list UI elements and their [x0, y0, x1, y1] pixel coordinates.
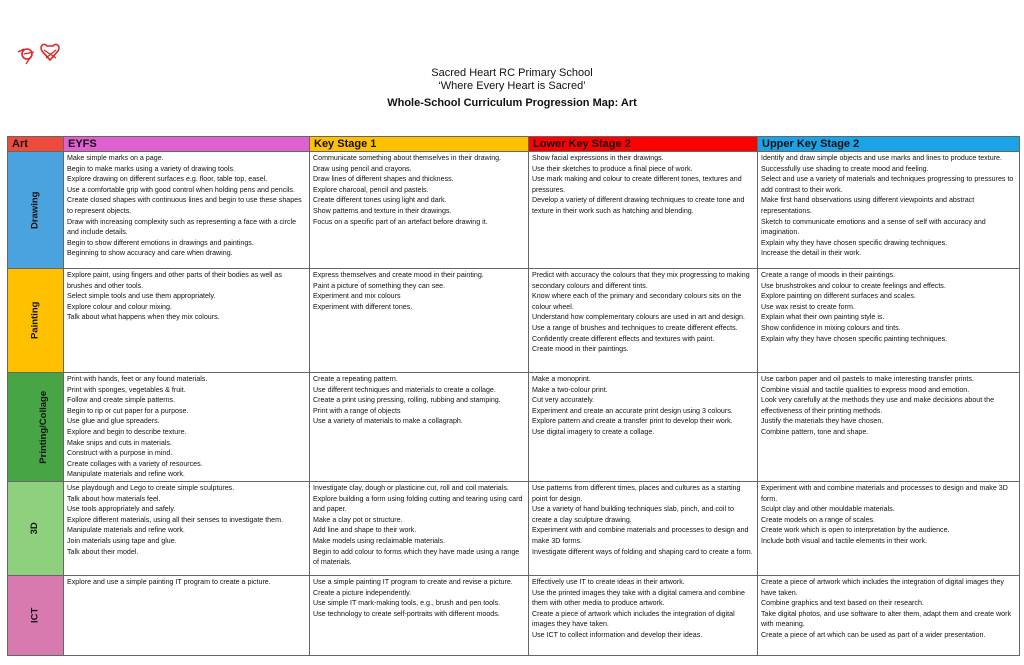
- objective-line: Explore colour and colour mixing.: [67, 302, 172, 311]
- objective-line: Make a two-colour print.: [532, 385, 608, 394]
- progression-table: [7, 136, 1020, 656]
- col-header-art: Art: [8, 137, 64, 152]
- objective-line: Show confidence in mixing colours and tints.: [761, 323, 901, 332]
- objective-line: Combine visual and tactile qualities to express mood and emotion.: [761, 385, 970, 394]
- objective-line: Investigate clay, dough or plasticine cut, roll and coil materials.: [313, 483, 509, 492]
- objective-line: Construct with a purpose in mind.: [67, 449, 173, 458]
- cell-uks2: [758, 481, 1020, 575]
- objective-line: Create a print using pressing, rolling, rubbing and stamping.: [313, 396, 501, 405]
- objective-line: Follow and create simple patterns.: [67, 396, 176, 405]
- objective-line: Explore charcoal, pencil and pastels.: [313, 185, 429, 194]
- objective-line: Use wax resist to create form.: [761, 302, 855, 311]
- objective-line: Use patterns from different times, places and cultures as a starting point for design.: [532, 483, 741, 503]
- objective-line: Explain why they have chosen specific drawing techniques.: [761, 238, 948, 247]
- school-motto: ‘Where Every Heart is Sacred’: [438, 80, 586, 92]
- objective-line: Draw using pencil and crayons.: [313, 164, 412, 173]
- objective-line: Talk about their model.: [67, 547, 139, 556]
- objective-line: Select simple tools and use them appropriately.: [67, 292, 216, 301]
- objective-line: Make snips and cuts in materials.: [67, 438, 172, 447]
- objective-line: Make a monoprint.: [532, 375, 591, 383]
- cell-ks1: [310, 269, 529, 373]
- objective-line: Create a range of moods in their paintings.: [761, 271, 896, 279]
- table-row: [8, 481, 1020, 575]
- objective-line: Use a range of brushes and techniques to create different effects.: [532, 323, 738, 332]
- cell-ks1: [310, 481, 529, 575]
- objective-line: Use glue and glue spreaders.: [67, 417, 160, 426]
- objective-line: Experiment with and combine materials and processes to design and make 3D forms.: [532, 526, 749, 545]
- row-header-ict: [8, 575, 64, 655]
- objective-line: Combine pattern, tone and shape.: [761, 427, 869, 436]
- objective-line: Begin to show different emotions in drawings and paintings.: [67, 238, 254, 247]
- objective-line: Effectively use IT to create ideas in their artwork.: [532, 577, 685, 586]
- objective-line: Talk about what happens when they mix colours.: [67, 313, 220, 322]
- objective-line: Successfully use shading to create mood and feeling.: [761, 164, 929, 173]
- objective-line: Explore different materials, using all their senses to investigate them.: [67, 515, 283, 524]
- objective-line: Use technology to create self-portraits with different moods.: [313, 609, 500, 618]
- objective-line: Explain why they have chosen specific painting techniques.: [761, 334, 948, 343]
- objective-line: Use their sketches to produce a final piece of work.: [532, 164, 693, 173]
- table-row: [8, 269, 1020, 373]
- objective-line: Create collages with a variety of resources.: [67, 459, 203, 468]
- objective-line: Make first hand observations using different viewpoints and abstract representations.: [761, 196, 975, 215]
- objective-line: Use mark making and colour to create different tones, textures and pressures.: [532, 175, 742, 194]
- objective-line: Draw lines of different shapes and thickness.: [313, 175, 454, 184]
- objective-line: Confidently create different effects and textures with paint.: [532, 334, 715, 343]
- objective-line: Use different techniques and materials to create a collage.: [313, 385, 496, 394]
- objective-line: Explore and begin to describe texture.: [67, 427, 187, 436]
- cell-uks2: [758, 575, 1020, 655]
- objective-line: Look very carefully at the methods they use and make decisions about the effectiveness of their printing methods.: [761, 396, 995, 415]
- objective-line: Take digital photos, and use software to alter them, adapt them and create work with meaning.: [761, 609, 1011, 629]
- objective-line: Make simple marks on a page.: [67, 154, 164, 162]
- row-label: 3D: [29, 522, 41, 535]
- objective-line: Explore painting on different surfaces and scales.: [761, 292, 916, 301]
- cell-eyfs: [64, 481, 310, 575]
- objective-line: Paint a picture of something they can see.: [313, 281, 446, 290]
- objective-line: Develop a variety of different drawing techniques to create tone and texture in their work such as hatching and blending.: [532, 196, 745, 215]
- objective-line: Use simple IT mark-making tools, e.g., brush and pen tools.: [313, 599, 501, 608]
- objective-line: Make a clay pot or structure.: [313, 515, 403, 524]
- objective-line: Experiment with and combine materials and processes to design and make 3D form.: [761, 483, 1008, 503]
- cell-lks2: [529, 481, 758, 575]
- objective-line: Make models using reclaimable materials.: [313, 536, 446, 545]
- objective-line: Print with a range of objects: [313, 406, 401, 415]
- objective-line: Use tools appropriately and safely.: [67, 505, 176, 514]
- objective-line: Use a variety of materials to make a collagraph.: [313, 417, 463, 426]
- objective-line: Experiment and create an accurate print design using 3 colours.: [532, 406, 733, 415]
- objective-line: Use playdough and Lego to create simple sculptures.: [67, 483, 235, 492]
- objective-line: Use brushstrokes and colour to create feelings and effects.: [761, 281, 946, 290]
- objective-line: Begin to add colour to forms which they have made using a range of materials.: [313, 547, 520, 567]
- objective-line: Show facial expressions in their drawings.: [532, 154, 664, 162]
- objective-line: Create work which is open to interpretation by the audience.: [761, 526, 950, 535]
- objective-line: Add line and shape to their work.: [313, 526, 417, 535]
- col-header-lks2: Lower Key Stage 2: [529, 137, 758, 152]
- table-row: [8, 575, 1020, 655]
- cell-uks2: [758, 152, 1020, 269]
- cell-lks2: [529, 152, 758, 269]
- cell-ks1: [310, 152, 529, 269]
- row-header-drawing: [8, 152, 64, 269]
- objective-line: Combine graphics and text based on their research.: [761, 599, 924, 608]
- objective-line: Draw with increasing complexity such as representing a face with a circle and include details.: [67, 217, 297, 237]
- objective-line: Express themselves and create mood in their painting.: [313, 271, 484, 279]
- table-row: [8, 373, 1020, 482]
- cell-ks1: [310, 575, 529, 655]
- col-header-eyfs: EYFS: [64, 137, 310, 152]
- objective-line: Use a comfortable grip with good control when holding pens and pencils.: [67, 185, 295, 194]
- objective-line: Begin to rip or cut paper for a purpose.: [67, 406, 189, 415]
- objective-line: Use ICT to collect information and develop their ideas.: [532, 630, 703, 639]
- col-header-uks2: Upper Key Stage 2: [758, 137, 1020, 152]
- row-header-3d: [8, 481, 64, 575]
- objective-line: Begin to make marks using a variety of drawing tools.: [67, 164, 235, 173]
- objective-line: Show patterns and texture in their drawings.: [313, 206, 452, 215]
- cell-lks2: [529, 269, 758, 373]
- objective-line: Focus on a specific part of an artefact before drawing it.: [313, 217, 488, 226]
- objective-line: Create models on a range of scales.: [761, 515, 875, 524]
- objective-line: Investigate different ways of folding and shaping card to create a form.: [532, 547, 753, 556]
- school-name: Sacred Heart RC Primary School: [431, 67, 593, 79]
- cell-lks2: [529, 373, 758, 482]
- table-row: [8, 152, 1020, 269]
- objective-line: Include both visual and tactile elements in their work.: [761, 536, 928, 545]
- objective-line: Create mood in their paintings.: [532, 345, 629, 354]
- objective-line: Create a piece of artwork which includes the integration of digital images they have taken.: [532, 609, 735, 629]
- objective-line: Know where each of the primary and secondary colours sits on the colour wheel.: [532, 292, 742, 311]
- objective-line: Sculpt clay and other mouldable materials.: [761, 505, 895, 514]
- objective-line: Experiment and mix colours: [313, 292, 401, 301]
- objective-line: Understand how complementary colours are used in art and design.: [532, 313, 745, 322]
- cell-lks2: [529, 575, 758, 655]
- school-logo-icon: [14, 40, 74, 68]
- objective-line: Experiment with different tones.: [313, 302, 413, 311]
- objective-line: Justify the materials they have chosen.: [761, 417, 884, 426]
- row-label: Painting: [29, 301, 41, 340]
- row-header-painting: [8, 269, 64, 373]
- objective-line: Create closed shapes with continuous lines and begin to use these shapes to represent objects.: [67, 196, 302, 215]
- cell-ks1: [310, 373, 529, 482]
- objective-line: Use the printed images they take with a digital camera and combine them with other media to produce artwork.: [532, 588, 745, 608]
- objective-line: Create a picture independently.: [313, 588, 412, 597]
- objective-line: Identify and draw simple objects and use marks and lines to produce texture.: [761, 154, 1002, 162]
- cell-eyfs: [64, 575, 310, 655]
- cell-uks2: [758, 269, 1020, 373]
- row-label: Drawing: [29, 191, 41, 229]
- objective-line: Print with hands, feet or any found materials.: [67, 375, 208, 383]
- row-label: ICT: [29, 607, 41, 624]
- col-header-ks1: Key Stage 1: [310, 137, 529, 152]
- objective-line: Create different tones using light and dark.: [313, 196, 447, 205]
- objective-line: Select and use a variety of materials and techniques progressing to pressures to add contrast to their work.: [761, 175, 1014, 194]
- cell-uks2: [758, 373, 1020, 482]
- objective-line: Explain what their own painting style is.: [761, 313, 885, 322]
- cell-eyfs: [64, 373, 310, 482]
- objective-line: Explore paint, using fingers and other parts of their bodies as well as brushes and other tools.: [67, 271, 282, 290]
- objective-line: Increase the detail in their work.: [761, 249, 862, 258]
- objective-line: Explore pattern and create a transfer print to develop their work.: [532, 417, 733, 426]
- objective-line: Use a simple painting IT program to create and revise a picture.: [313, 577, 513, 586]
- objective-line: Use carbon paper and oil pastels to make interesting transfer prints.: [761, 375, 974, 383]
- objective-line: Manipulate materials and refine work.: [67, 470, 185, 479]
- row-header-printing-collage: [8, 373, 64, 482]
- objective-line: Beginning to show accuracy and care when drawing.: [67, 249, 233, 258]
- document-title: Whole-School Curriculum Progression Map: Art: [387, 97, 637, 109]
- objective-line: Use digital imagery to create a collage.: [532, 427, 655, 436]
- objective-line: Create a piece of art which can be used as part of a wider presentation.: [761, 630, 986, 639]
- objective-line: Cut very accurately.: [532, 396, 595, 405]
- objective-line: Sketch to communicate emotions and a sense of self with accuracy and imagination.: [761, 217, 986, 237]
- row-label: Printing/Collage: [38, 390, 50, 464]
- cell-eyfs: [64, 152, 310, 269]
- header-row: [8, 137, 1020, 152]
- objective-line: Create a piece of artwork which includes the integration of digital images they have taken.: [761, 577, 1004, 597]
- cell-eyfs: [64, 269, 310, 373]
- objective-line: Explore drawing on different surfaces e.g. floor, table top, easel.: [67, 175, 268, 184]
- objective-line: Explore and use a simple painting IT program to create a picture.: [67, 577, 271, 586]
- objective-line: Explore building a form using folding cutting and tearing using card and paper.: [313, 494, 523, 514]
- objective-line: Talk about how materials feel.: [67, 494, 161, 503]
- objective-line: Predict with accuracy the colours that they mix progressing to making secondary colours and different tints.: [532, 271, 750, 290]
- objective-line: Communicate something about themselves in their drawing.: [313, 154, 502, 162]
- objective-line: Join materials using tape and glue.: [67, 536, 177, 545]
- objective-line: Use a variety of hand building techniques slab, pinch, and coil to create a clay sculpture drawing.: [532, 505, 734, 524]
- objective-line: Create a repeating pattern.: [313, 375, 398, 383]
- objective-line: Manipulate materials and refine work.: [67, 526, 185, 535]
- objective-line: Print with sponges, vegetables & fruit.: [67, 385, 186, 394]
